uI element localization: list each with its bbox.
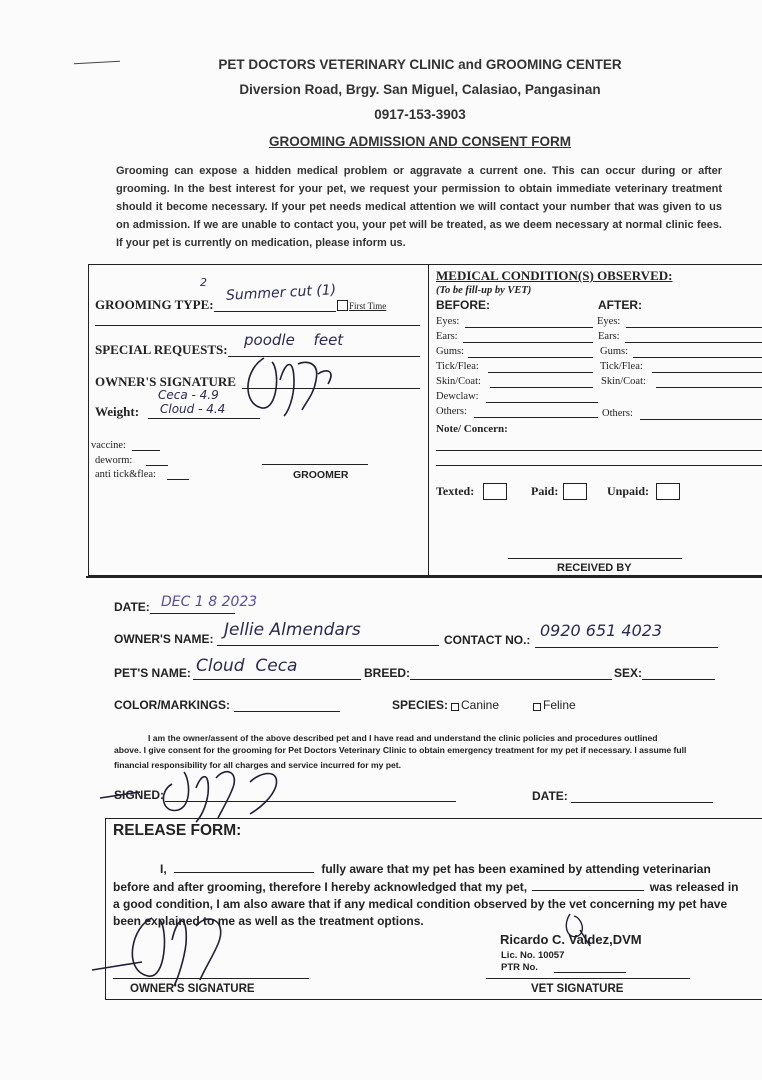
release-name-blank — [174, 861, 314, 873]
after-gums-line — [633, 357, 762, 358]
after-eyes-line — [626, 327, 762, 328]
before-tickflea-line — [488, 372, 593, 373]
vaccine-label: vaccine: — [91, 440, 126, 451]
contact-line — [535, 647, 718, 648]
grooming-extra-line — [95, 325, 420, 326]
deworm-label: deworm: — [95, 455, 133, 466]
before-dewclaw-line — [486, 402, 598, 403]
feline-checkbox[interactable] — [533, 703, 541, 711]
consent-line-1: I am the owner/assent of the above described pet and I have read and understand the clinic policies and procedures outlined — [148, 733, 658, 743]
table-bottom-rule — [86, 576, 762, 578]
canine-checkbox[interactable] — [451, 703, 459, 711]
vaccine-line — [132, 450, 160, 451]
after-tickflea-label: Tick/Flea: — [600, 361, 643, 372]
contact-label: CONTACT NO.: — [444, 633, 531, 647]
deworm-line — [146, 465, 168, 466]
before-gums-label: Gums: — [436, 346, 465, 357]
owners-name-value: Jellie Almendars — [224, 620, 361, 640]
breed-label: BREED: — [364, 666, 411, 680]
before-others-line — [474, 417, 598, 418]
release-line-1-text: fully aware that my pet has been examined by attending veterinarian — [321, 862, 711, 876]
after-tickflea-line — [652, 372, 762, 373]
release-line-2-text: before and after grooming, therefore I hereby acknowledged that my pet, — [113, 880, 528, 894]
release-line-2 — [113, 879, 762, 896]
after-others-line — [640, 419, 762, 420]
pets-name-label: PET'S NAME: — [114, 666, 191, 680]
before-dewclaw-label: Dewclaw: — [436, 391, 479, 402]
contact-value: 0920 651 4023 — [540, 621, 663, 640]
before-gums-line — [468, 357, 593, 358]
paid-checkbox[interactable] — [563, 483, 587, 500]
signed-signature-scribble — [100, 758, 310, 824]
received-by-line — [508, 558, 682, 559]
clinic-address: Diversion Road, Brgy. San Miguel, Calasiao, Pangasinan — [239, 82, 601, 97]
date-line — [150, 613, 235, 614]
before-label: BEFORE: — [436, 298, 490, 312]
grooming-type-value: Summer cut (1) — [225, 282, 337, 304]
vet-name: Ricardo C. Valdez,DVM — [500, 932, 642, 947]
before-eyes-line — [465, 327, 593, 328]
before-ears-label: Ears: — [436, 331, 458, 342]
owner-signature-label: OWNER'S SIGNATURE — [95, 374, 236, 389]
after-skincoat-line — [656, 387, 762, 388]
clinic-name: PET DOCTORS VETERINARY CLINIC and GROOMING CENTER — [218, 57, 622, 72]
weight-value-ceca: Ceca - 4.9 — [158, 388, 219, 402]
clinic-phone: 0917-153-3903 — [374, 107, 466, 122]
groomer-label: GROOMER — [293, 469, 349, 481]
before-eyes-label: Eyes: — [436, 316, 460, 327]
release-line-3: a good condition, I am also aware that if any medical condition observed by the vet concerning my pet have — [113, 897, 728, 911]
before-skincoat-label: Skin/Coat: — [436, 376, 481, 387]
release-pet-blank — [532, 879, 644, 891]
signed-date-line — [571, 802, 713, 803]
release-i: I, — [160, 862, 167, 876]
owner-signature-scribble — [236, 350, 346, 420]
consent-line-3: financial responsibility for all charges and service incurred for my pet. — [114, 760, 402, 770]
first-time-label: First Time — [349, 301, 387, 311]
grooming-type-line — [214, 311, 336, 312]
breed-line — [410, 679, 612, 680]
antitick-label: anti tick&flea: — [95, 469, 156, 480]
table-divider — [428, 264, 429, 576]
date-value: DEC 1 8 2023 — [161, 594, 258, 610]
after-ears-label: Ears: — [598, 331, 620, 342]
release-line-1 — [113, 861, 762, 878]
received-by-label: RECEIVED BY — [557, 562, 632, 574]
release-owner-signature-scribble — [92, 900, 242, 990]
owners-name-label: OWNER'S NAME: — [114, 632, 214, 646]
date-label: DATE: — [114, 600, 150, 614]
note-concern-label: Note/ Concern: — [436, 423, 508, 435]
signed-date-label: DATE: — [532, 789, 568, 803]
vet-ptr: PTR No. — [501, 962, 538, 973]
antitick-line — [167, 479, 189, 480]
special-requests-label: SPECIAL REQUESTS: — [95, 342, 228, 357]
after-label: AFTER: — [598, 298, 642, 312]
release-owner-signature-line — [113, 978, 309, 979]
signed-label: SIGNED: — [114, 788, 165, 802]
sex-label: SEX: — [614, 666, 643, 680]
before-tickflea-label: Tick/Flea: — [436, 361, 479, 372]
note-line-2 — [436, 465, 762, 466]
canine-label: Canine — [461, 698, 500, 712]
before-others-label: Others: — [436, 406, 467, 417]
owners-name-line — [217, 645, 439, 646]
grooming-type-label: GROOMING TYPE: — [95, 297, 214, 312]
before-skincoat-line — [490, 387, 593, 388]
note-line-1 — [436, 450, 762, 451]
vet-signature-line — [486, 978, 690, 979]
pets-name-value: Cloud Ceca — [196, 656, 298, 676]
after-eyes-label: Eyes: — [597, 316, 621, 327]
vet-ptr-line — [554, 972, 626, 973]
unpaid-checkbox[interactable] — [656, 483, 680, 500]
intro-paragraph: Grooming can expose a hidden medical problem or aggravate a current one. This can occur during or after grooming. In the best interest for your pet, we request your permission to obtain immediate veterinary treatment should it become necessary. If your pet needs medical attention we will contact your number that was given to us on admission. If we are unable to contact you, your pet will be treated, as we deem necessary at normal clinic fees. If your pet is currently on medication, please inform us. — [116, 165, 722, 249]
groomer-line — [262, 464, 368, 465]
weight-line — [148, 418, 260, 419]
color-markings-label: COLOR/MARKINGS: — [114, 698, 230, 712]
form-title: GROOMING ADMISSION AND CONSENT FORM — [269, 134, 571, 149]
weight-label: Weight: — [95, 404, 140, 419]
pets-name-line — [193, 679, 361, 680]
texted-label: Texted: — [436, 484, 475, 498]
weight-value-cloud: Cloud - 4.4 — [160, 402, 226, 416]
unpaid-label: Unpaid: — [607, 484, 650, 498]
vet-license: Lic. No. 10057 — [501, 950, 565, 961]
paid-label: Paid: — [531, 484, 559, 498]
after-ears-line — [625, 342, 762, 343]
after-gums-label: Gums: — [600, 346, 629, 357]
consent-line-2: above. I give consent for the grooming for Pet Doctors Veterinary Clinic to obtain emergency treatment for my pet if necessary. I assume full — [114, 745, 687, 755]
after-others-label: Others: — [602, 408, 633, 419]
texted-checkbox[interactable] — [483, 483, 507, 500]
release-line-2-end: was released in — [649, 880, 739, 894]
special-requests-value: poodle feet — [244, 331, 344, 349]
medical-subtitle: (To be fill-up by VET) — [436, 285, 532, 296]
vet-signature-label: VET SIGNATURE — [531, 983, 624, 995]
feline-label: Feline — [543, 698, 576, 712]
after-skincoat-label: Skin/Coat: — [601, 376, 646, 387]
first-time-checkbox[interactable] — [337, 300, 348, 311]
release-title: RELEASE FORM: — [113, 822, 242, 839]
before-ears-line — [463, 342, 593, 343]
sex-line — [642, 679, 715, 680]
release-line-4: been explained to me as well as the treatment options. — [113, 914, 424, 928]
species-label: SPECIES: — [392, 698, 449, 712]
color-markings-line — [234, 711, 340, 712]
grooming-type-count: 2 — [200, 276, 207, 289]
medical-title: MEDICAL CONDITION(S) OBSERVED: — [436, 268, 673, 283]
release-owner-signature-label: OWNER'S SIGNATURE — [130, 983, 255, 995]
